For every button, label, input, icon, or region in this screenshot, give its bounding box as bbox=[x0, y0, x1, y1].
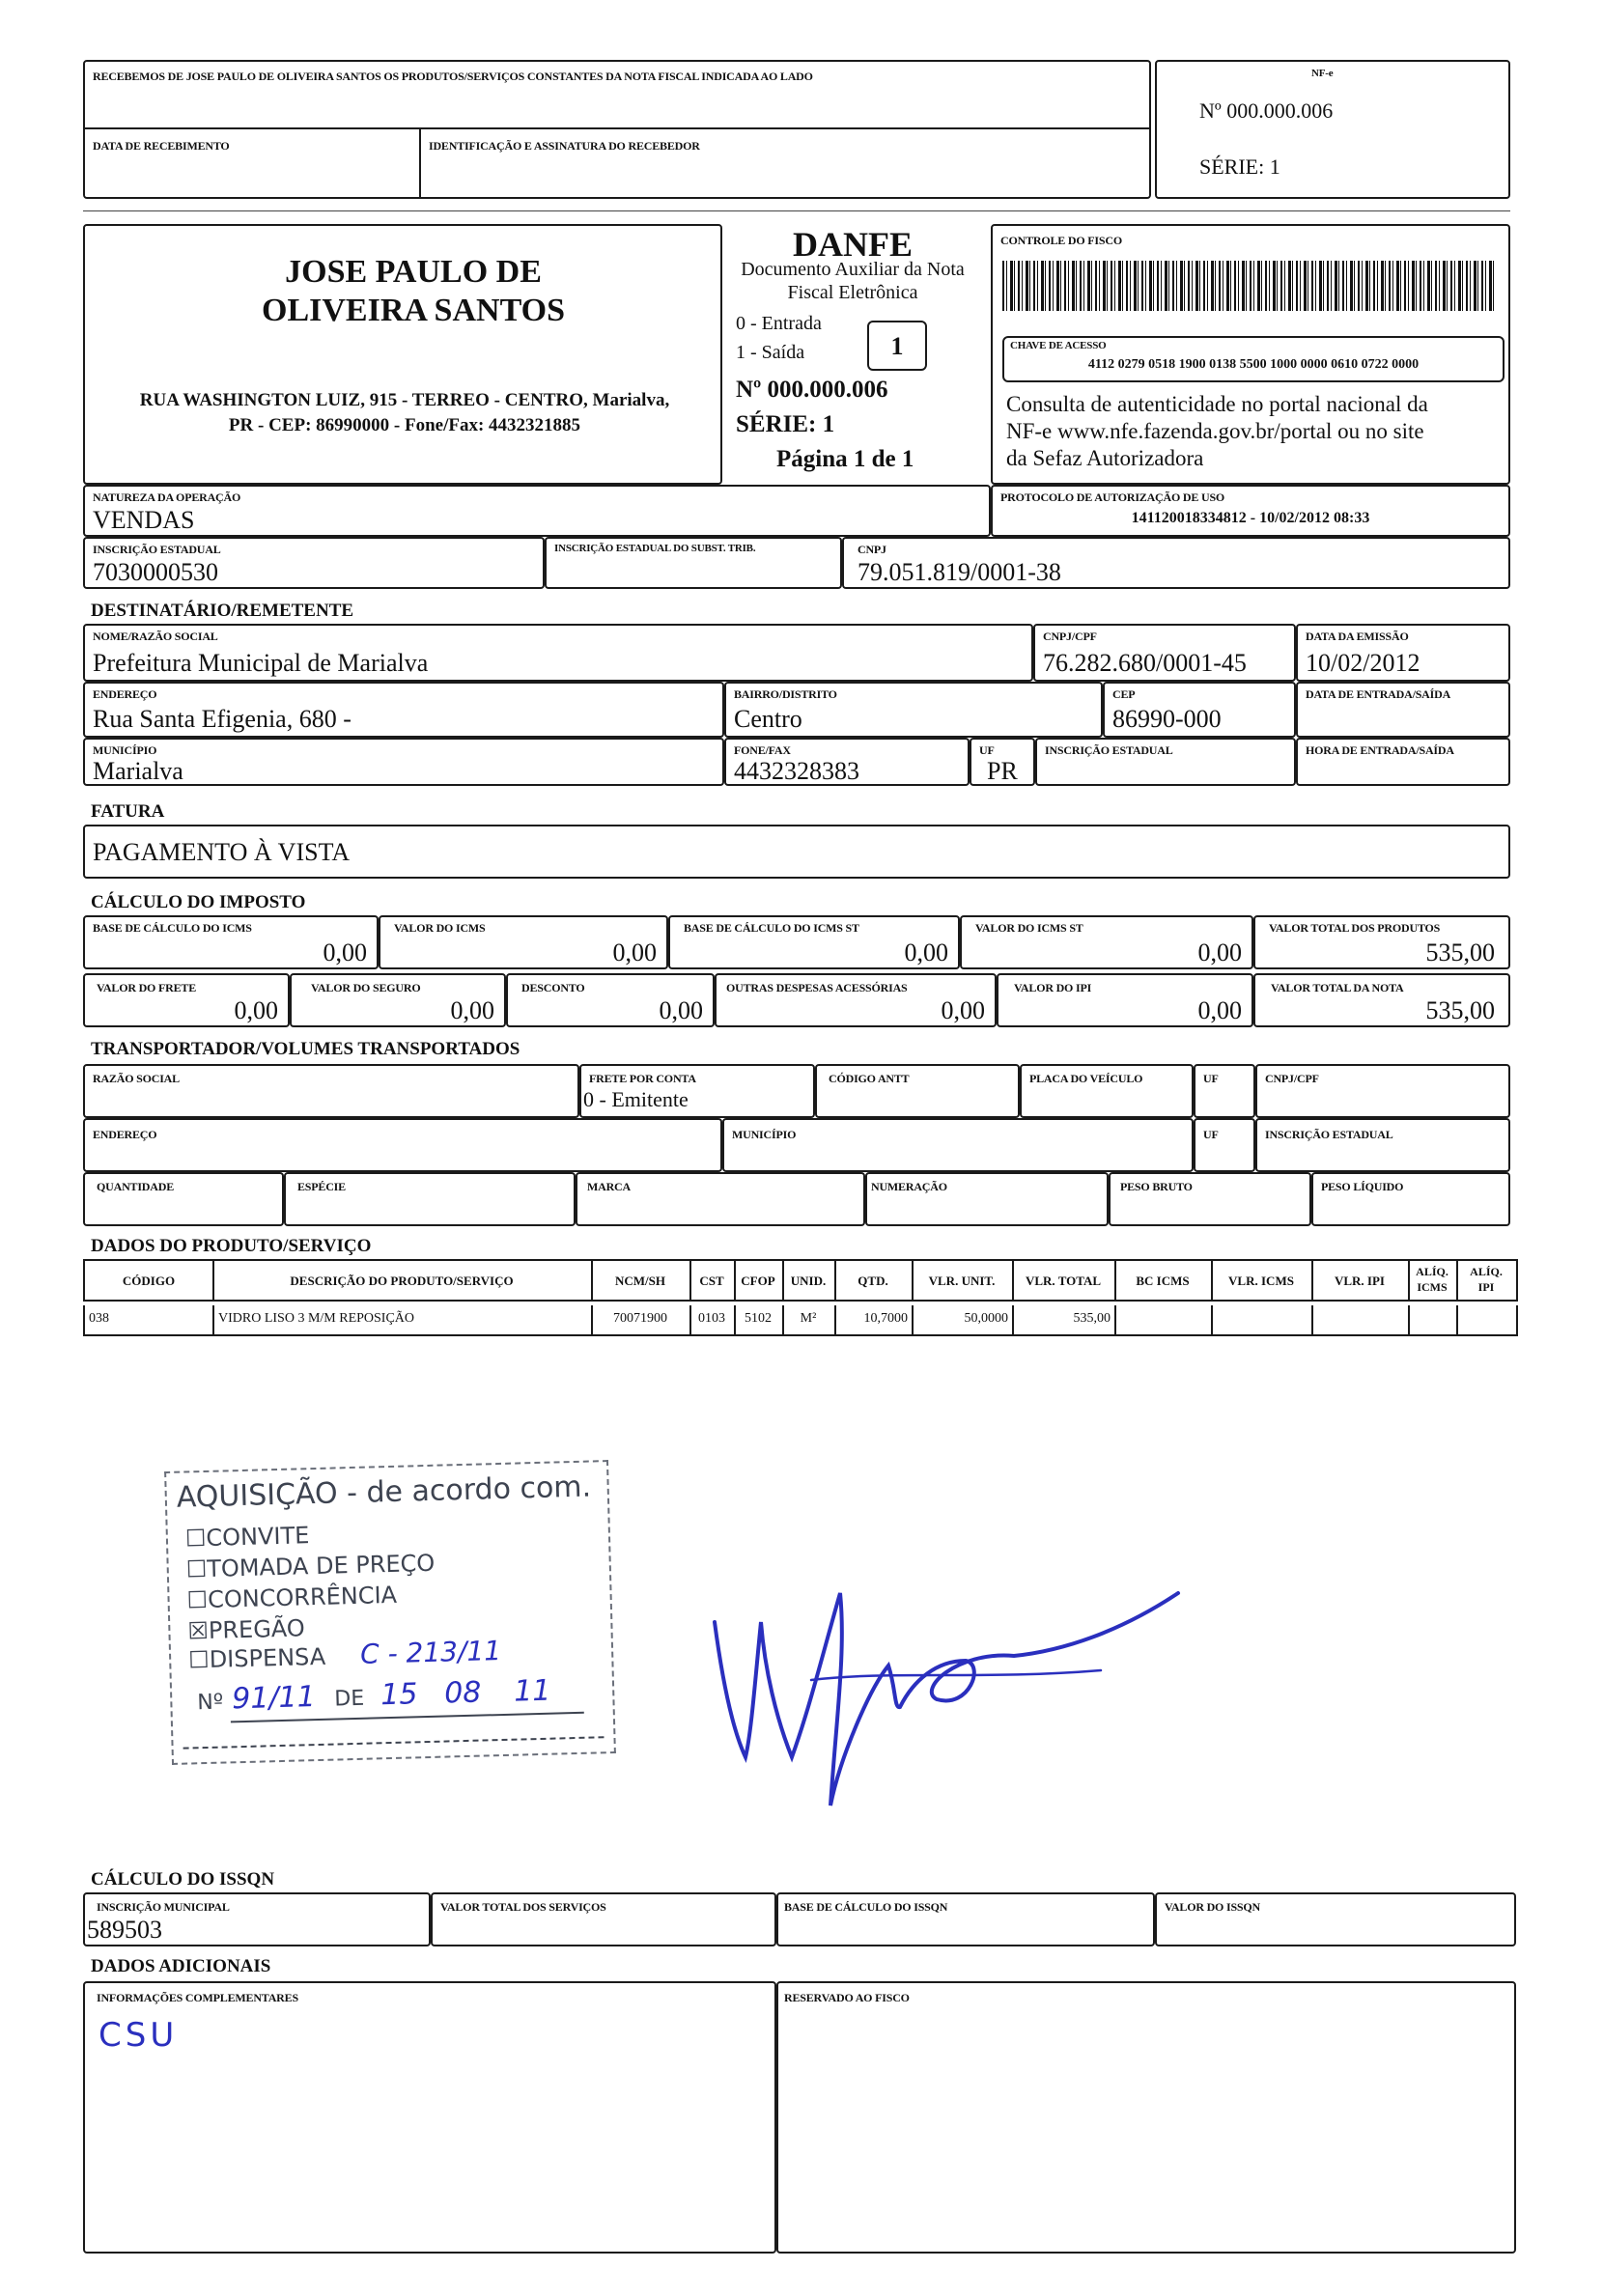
col-vlr-icms: VLR. ICMS bbox=[1228, 1274, 1294, 1288]
receipt-date-label: DATA DE RECEBIMENTO bbox=[93, 139, 230, 153]
state-registration-st-box bbox=[545, 537, 842, 589]
stamp-option: ☐TOMADA DE PREÇO bbox=[185, 1549, 436, 1583]
tax-row2-cell bbox=[715, 973, 997, 1027]
carrier-ie-label: INSCRIÇÃO ESTADUAL bbox=[1265, 1128, 1393, 1141]
tax-row2-cell bbox=[290, 973, 506, 1027]
recipient-cnpj-label: CNPJ/CPF bbox=[1043, 630, 1097, 643]
stamp-date-year: 11 bbox=[513, 1673, 551, 1709]
freight-value: 0 - Emitente bbox=[583, 1087, 689, 1111]
row-description: VIDRO LISO 3 M/M REPOSIÇÃO bbox=[218, 1311, 415, 1326]
recipient-address-label: ENDEREÇO bbox=[93, 687, 157, 701]
issuer-name: JOSE PAULO DE OLIVEIRA SANTOS bbox=[262, 254, 565, 328]
stamp-dispensa-note: C - 213/11 bbox=[359, 1635, 502, 1670]
checkbox-empty-icon: ☐ bbox=[187, 1645, 211, 1674]
tax-label: OUTRAS DESPESAS ACESSÓRIAS bbox=[726, 981, 908, 994]
danfe-title: DANFE bbox=[793, 225, 913, 264]
carrier-cnpj-label: CNPJ/CPF bbox=[1265, 1072, 1319, 1085]
tax-row1-cell bbox=[379, 915, 668, 969]
net-weight-box bbox=[1311, 1172, 1510, 1226]
col-cst: CST bbox=[699, 1274, 724, 1288]
checkbox-empty-icon: ☐ bbox=[185, 1554, 208, 1583]
tax-value: 535,00 bbox=[1425, 996, 1495, 1024]
stamp-date-month: 08 bbox=[443, 1675, 482, 1711]
tax-value: 0,00 bbox=[904, 938, 948, 966]
col-total: VLR. TOTAL bbox=[1025, 1274, 1102, 1288]
consult-line2: NF-e www.nfe.fazenda.gov.br/portal ou no site bbox=[1006, 419, 1424, 443]
row-ncm: 70071900 bbox=[613, 1311, 667, 1326]
tax-row1-cell bbox=[668, 915, 960, 969]
receipt-nfe-label: NF-e bbox=[1311, 68, 1334, 79]
freight-label: FRETE POR CONTA bbox=[589, 1072, 696, 1085]
receipt-nfe-box bbox=[1155, 60, 1510, 199]
handwritten-signature bbox=[695, 1564, 1217, 1825]
danfe-type-value: 1 bbox=[890, 332, 904, 360]
carrier-address-label: ENDEREÇO bbox=[93, 1128, 157, 1141]
issuer-cnpj-label: CNPJ bbox=[858, 543, 886, 556]
tax-row2-cell bbox=[997, 973, 1253, 1027]
issuer-box bbox=[83, 224, 722, 485]
row-unit: M² bbox=[800, 1311, 817, 1326]
carrier-city-label: MUNICÍPIO bbox=[732, 1128, 797, 1141]
fisco-control-label: CONTROLE DO FISCO bbox=[1000, 234, 1122, 247]
tax-label: VALOR TOTAL DA NOTA bbox=[1271, 981, 1404, 994]
section-transport: TRANSPORTADOR/VOLUMES TRANSPORTADOS bbox=[91, 1039, 520, 1059]
danfe-series: SÉRIE: 1 bbox=[736, 411, 835, 437]
tax-row1-cell bbox=[960, 915, 1253, 969]
fisco-box bbox=[991, 224, 1510, 485]
tax-label: VALOR TOTAL DOS PRODUTOS bbox=[1269, 921, 1441, 935]
recipient-uf-box bbox=[970, 738, 1035, 786]
tax-label: VALOR DO IPI bbox=[1014, 981, 1092, 994]
entry-exit-date-label: DATA DE ENTRADA/SAÍDA bbox=[1306, 687, 1451, 701]
receipt-signature-label: IDENTIFICAÇÃO E ASSINATURA DO RECEBEDOR bbox=[429, 139, 700, 153]
access-key-box bbox=[1002, 336, 1505, 382]
access-key-value: 4112 0279 0518 1900 0138 5500 1000 0000 0610 0722 0000 bbox=[1087, 357, 1420, 372]
col-description: DESCRIÇÃO DO PRODUTO/SERVIÇO bbox=[290, 1274, 514, 1288]
danfe-subtitle-line1: Documento Auxiliar da Nota bbox=[741, 259, 965, 280]
receipt-stub bbox=[83, 60, 1151, 199]
danfe-type-box bbox=[867, 321, 927, 371]
complementary-info-label: INFORMAÇÕES COMPLEMENTARES bbox=[97, 1991, 298, 2004]
recipient-ie-box bbox=[1035, 738, 1296, 786]
tax-row2-cell bbox=[1253, 973, 1510, 1027]
access-key-label: CHAVE DE ACESSO bbox=[1010, 340, 1107, 351]
col-ncm: NCM/SH bbox=[615, 1274, 665, 1288]
fisco-reserved-label: RESERVADO AO FISCO bbox=[784, 1991, 910, 2004]
municipal-registration-value: 589503 bbox=[87, 1916, 162, 1944]
protocol-label: PROTOCOLO DE AUTORIZAÇÃO DE USO bbox=[1000, 490, 1225, 504]
danfe-saida: 1 - Saída bbox=[736, 342, 805, 363]
section-tax: CÁLCULO DO IMPOSTO bbox=[91, 892, 306, 912]
fisco-reserved-box bbox=[776, 1981, 1516, 2254]
products-table bbox=[83, 1259, 1518, 1336]
checkbox-empty-icon: ☐ bbox=[186, 1585, 209, 1614]
services-total-label: VALOR TOTAL DOS SERVIÇOS bbox=[440, 1900, 606, 1914]
row-code: 038 bbox=[89, 1311, 109, 1326]
danfe-subtitle-line2: Fiscal Eletrônica bbox=[787, 282, 918, 303]
recipient-district-value: Centro bbox=[734, 705, 802, 733]
row-qty: 10,7000 bbox=[863, 1311, 908, 1326]
receipt-statement: RECEBEMOS DE JOSE PAULO DE OLIVEIRA SANTOS OS PRODUTOS/SERVIÇOS CONSTANTES DA NOTA FISCAL INDICADA AO LADO bbox=[93, 70, 813, 83]
consult-line3: da Sefaz Autorizadora bbox=[1006, 446, 1204, 470]
section-additional: DADOS ADICIONAIS bbox=[91, 1956, 271, 1976]
stamp-option: ☒PREGÃO bbox=[187, 1614, 306, 1645]
tax-value: 0,00 bbox=[323, 938, 367, 966]
issue-date-value: 10/02/2012 bbox=[1306, 649, 1420, 677]
volume-numbering-label: NUMERAÇÃO bbox=[871, 1180, 947, 1193]
recipient-uf-label: UF bbox=[979, 743, 995, 757]
recipient-district-label: BAIRRO/DISTRITO bbox=[734, 687, 837, 701]
volume-quantity-box bbox=[83, 1172, 284, 1226]
protocol-value: 141120018334812 - 10/02/2012 08:33 bbox=[1131, 510, 1370, 526]
issuer-cnpj-box bbox=[842, 537, 1510, 589]
volume-species-box bbox=[284, 1172, 576, 1226]
section-invoice: FATURA bbox=[91, 801, 165, 822]
stamp-date-prefix: DE bbox=[334, 1686, 365, 1712]
stamp-option: ☐CONVITE bbox=[184, 1522, 310, 1553]
volume-quantity-label: QUANTIDADE bbox=[97, 1180, 175, 1193]
tax-label: DESCONTO bbox=[521, 981, 585, 994]
recipient-name-value: Prefeitura Municipal de Marialva bbox=[93, 649, 429, 677]
recipient-cep-label: CEP bbox=[1112, 687, 1136, 701]
col-unit-price: VLR. UNIT. bbox=[928, 1274, 996, 1288]
tax-row2-cell bbox=[506, 973, 715, 1027]
complementary-info-box bbox=[83, 1981, 776, 2254]
danfe-block bbox=[722, 224, 983, 485]
issqn-base-label: BASE DE CÁLCULO DO ISSQN bbox=[784, 1900, 948, 1914]
state-registration-value: 7030000530 bbox=[93, 558, 218, 586]
issuer-address-line2: PR - CEP: 86990000 - Fone/Fax: 4432321885 bbox=[228, 415, 581, 435]
recipient-cnpj-box bbox=[1033, 624, 1296, 682]
recipient-uf-value: PR bbox=[987, 757, 1018, 785]
col-vlr-ipi: VLR. IPI bbox=[1334, 1274, 1385, 1288]
issuer-cnpj-value: 79.051.819/0001-38 bbox=[858, 558, 1061, 586]
complementary-info-note: CSU bbox=[98, 2016, 179, 2055]
volume-brand-label: MARCA bbox=[587, 1180, 631, 1193]
tax-value: 0,00 bbox=[1197, 996, 1242, 1024]
issue-date-box bbox=[1296, 624, 1510, 682]
stamp-option: ☐DISPENSA bbox=[187, 1642, 326, 1674]
tax-row2-cell bbox=[83, 973, 290, 1027]
carrier-city-box bbox=[722, 1118, 1194, 1172]
antt-box bbox=[815, 1064, 1020, 1118]
issuer-address-line1: RUA WASHINGTON LUIZ, 915 - TERREO - CENTRO, Marialva, bbox=[139, 390, 670, 410]
entry-exit-date-box bbox=[1296, 682, 1510, 738]
tax-value: 0,00 bbox=[450, 996, 494, 1024]
tax-label: BASE DE CÁLCULO DO ICMS bbox=[93, 921, 252, 935]
net-weight-label: PESO LÍQUIDO bbox=[1321, 1180, 1404, 1193]
carrier-uf-label: UF bbox=[1203, 1072, 1219, 1085]
state-registration-box bbox=[83, 537, 545, 589]
municipal-registration-box bbox=[83, 1892, 431, 1946]
col-cfop: CFOP bbox=[741, 1274, 775, 1288]
col-aliq-ipi: ALÍQ. bbox=[1470, 1265, 1503, 1278]
col-aliq-icms-sub: ICMS bbox=[1417, 1280, 1448, 1294]
col-unit: UNID. bbox=[790, 1274, 827, 1288]
row-total: 535,00 bbox=[1073, 1311, 1111, 1326]
recipient-city-label: MUNICÍPIO bbox=[93, 743, 157, 757]
products-header bbox=[83, 1259, 1518, 1302]
danfe-page: Página 1 de 1 bbox=[776, 446, 914, 472]
carrier-ie-box bbox=[1255, 1118, 1510, 1172]
tax-value: 0,00 bbox=[612, 938, 657, 966]
recipient-address-box bbox=[83, 682, 724, 738]
recipient-city-value: Marialva bbox=[93, 757, 183, 785]
recipient-cep-box bbox=[1103, 682, 1296, 738]
tax-value: 535,00 bbox=[1425, 938, 1495, 966]
invoice-box bbox=[83, 825, 1510, 879]
tax-value: 0,00 bbox=[234, 996, 278, 1024]
recipient-ie-label: INSCRIÇÃO ESTADUAL bbox=[1045, 743, 1173, 757]
stamp-number: 91/11 bbox=[231, 1680, 317, 1717]
recipient-district-box bbox=[724, 682, 1103, 738]
stamp-title: AQUISIÇÃO - de acordo com. bbox=[176, 1470, 592, 1515]
checkbox-checked-icon: ☒ bbox=[187, 1616, 210, 1645]
carrier-name-label: RAZÃO SOCIAL bbox=[93, 1072, 180, 1085]
section-products: DADOS DO PRODUTO/SERVIÇO bbox=[91, 1236, 372, 1256]
stamp-date-day: 15 bbox=[380, 1677, 418, 1713]
tax-row1-cell bbox=[83, 915, 379, 969]
recipient-phone-value: 4432328383 bbox=[734, 757, 859, 785]
issue-date-label: DATA DA EMISSÃO bbox=[1306, 630, 1409, 643]
carrier-name-box bbox=[83, 1064, 579, 1118]
antt-label: CÓDIGO ANTT bbox=[829, 1072, 910, 1085]
tax-value: 0,00 bbox=[1197, 938, 1242, 966]
stamp-signature-line bbox=[183, 1736, 605, 1749]
freight-box bbox=[579, 1064, 815, 1118]
tax-label: BASE DE CÁLCULO DO ICMS ST bbox=[684, 921, 859, 935]
tax-label: VALOR DO ICMS ST bbox=[975, 921, 1083, 935]
receipt-nfe-series: SÉRIE: 1 bbox=[1199, 154, 1280, 179]
gross-weight-label: PESO BRUTO bbox=[1120, 1180, 1193, 1193]
operation-nature-label: NATUREZA DA OPERAÇÃO bbox=[93, 490, 241, 504]
protocol-box bbox=[991, 485, 1510, 537]
issqn-base-box bbox=[776, 1892, 1155, 1946]
tax-label: VALOR DO ICMS bbox=[394, 921, 486, 935]
col-aliq-icms: ALÍQ. bbox=[1416, 1265, 1448, 1278]
col-code: CÓDIGO bbox=[122, 1274, 176, 1288]
issqn-value-label: VALOR DO ISSQN bbox=[1165, 1900, 1261, 1914]
row-cst: 0103 bbox=[698, 1311, 725, 1326]
recipient-cep-value: 86990-000 bbox=[1112, 705, 1222, 733]
tax-value: 0,00 bbox=[659, 996, 703, 1024]
table-row bbox=[83, 1305, 1518, 1336]
carrier-address-box bbox=[83, 1118, 722, 1172]
recipient-phone-label: FONE/FAX bbox=[734, 743, 791, 757]
municipal-registration-label: INSCRIÇÃO MUNICIPAL bbox=[97, 1900, 230, 1914]
entry-exit-time-label: HORA DE ENTRADA/SAÍDA bbox=[1306, 743, 1454, 757]
col-qty: QTD. bbox=[858, 1274, 888, 1288]
issqn-value-box bbox=[1155, 1892, 1516, 1946]
carrier-uf-box bbox=[1194, 1064, 1255, 1118]
stamp-option: ☐CONCORRÊNCIA bbox=[186, 1581, 398, 1614]
barcode-image bbox=[1002, 261, 1497, 311]
operation-nature-box bbox=[83, 485, 991, 537]
plate-label: PLACA DO VEÍCULO bbox=[1029, 1072, 1143, 1085]
row-cfop: 5102 bbox=[745, 1311, 772, 1326]
danfe-entrada: 0 - Entrada bbox=[736, 313, 822, 334]
procurement-stamp bbox=[164, 1460, 616, 1765]
state-registration-st-label: INSCRIÇÃO ESTADUAL DO SUBST. TRIB. bbox=[554, 543, 756, 554]
checkbox-empty-icon: ☐ bbox=[184, 1524, 207, 1553]
col-bc-icms: BC ICMS bbox=[1136, 1274, 1190, 1288]
invoice-value: PAGAMENTO À VISTA bbox=[93, 838, 351, 866]
stamp-number-prefix: Nº bbox=[197, 1690, 224, 1716]
carrier-uf2-label: UF bbox=[1203, 1128, 1219, 1141]
recipient-cnpj-value: 76.282.680/0001-45 bbox=[1043, 649, 1247, 677]
volume-brand-box bbox=[576, 1172, 865, 1226]
operation-nature-value: VENDAS bbox=[93, 506, 195, 534]
consult-line1: Consulta de autenticidade no portal nacional da bbox=[1006, 392, 1428, 416]
carrier-cnpj-box bbox=[1255, 1064, 1510, 1118]
tax-label: VALOR DO FRETE bbox=[97, 981, 196, 994]
carrier-uf2-box bbox=[1194, 1118, 1255, 1172]
section-issqn: CÁLCULO DO ISSQN bbox=[91, 1869, 275, 1890]
recipient-name-label: NOME/RAZÃO SOCIAL bbox=[93, 630, 218, 643]
stub-separator bbox=[83, 210, 1510, 211]
state-registration-label: INSCRIÇÃO ESTADUAL bbox=[93, 543, 221, 556]
section-recipient: DESTINATÁRIO/REMETENTE bbox=[91, 601, 354, 621]
volume-species-label: ESPÉCIE bbox=[297, 1180, 346, 1193]
gross-weight-box bbox=[1109, 1172, 1311, 1226]
entry-exit-time-box bbox=[1296, 738, 1510, 786]
recipient-name-box bbox=[83, 624, 1033, 682]
recipient-city-box bbox=[83, 738, 724, 786]
recipient-address-value: Rua Santa Efigenia, 680 - bbox=[93, 705, 352, 733]
recipient-phone-box bbox=[724, 738, 970, 786]
services-total-box bbox=[431, 1892, 776, 1946]
danfe-number: Nº 000.000.006 bbox=[736, 377, 888, 403]
col-aliq-ipi-sub: IPI bbox=[1477, 1280, 1495, 1294]
receipt-nfe-number: Nº 000.000.006 bbox=[1199, 98, 1334, 123]
row-unit-price: 50,0000 bbox=[964, 1311, 1008, 1326]
tax-row1-cell bbox=[1253, 915, 1510, 969]
plate-box bbox=[1020, 1064, 1194, 1118]
tax-value: 0,00 bbox=[941, 996, 985, 1024]
volume-numbering-box bbox=[865, 1172, 1109, 1226]
tax-label: VALOR DO SEGURO bbox=[311, 981, 421, 994]
